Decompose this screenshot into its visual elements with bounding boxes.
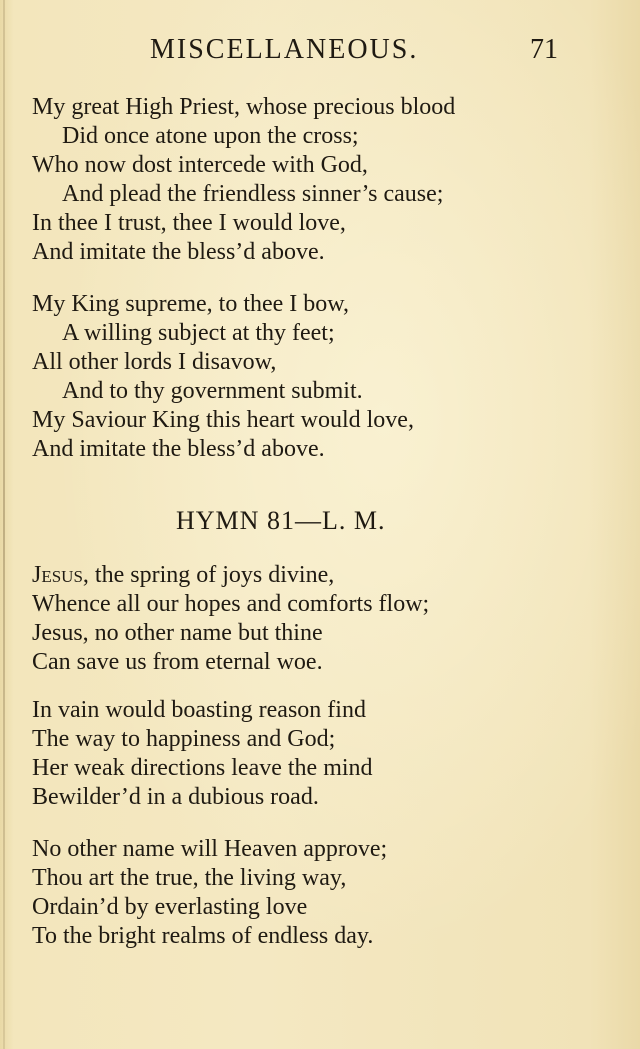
verse-line: Did once atone upon the cross; <box>62 123 359 149</box>
first-word: Jesus <box>32 562 83 588</box>
verse-line: And to thy government submit. <box>62 378 363 404</box>
verse-line: And imitate the bless’d above. <box>32 436 325 462</box>
verse-line: No other name will Heaven approve; <box>32 836 388 862</box>
verse-line: Bewilder’d in a dubious road. <box>32 784 319 810</box>
verse-line: The way to happiness and God; <box>32 726 336 752</box>
verse-line: In thee I trust, thee I would love, <box>32 210 346 236</box>
page-header <box>0 32 640 72</box>
verse-line: My Saviour King this heart would love, <box>32 407 414 433</box>
verse-line: Ordain’d by everlasting love <box>32 894 308 920</box>
verse-line: Whence all our hopes and comforts flow; <box>32 591 430 617</box>
verse-line: Her weak directions leave the mind <box>32 755 373 781</box>
verse-line: A willing subject at thy feet; <box>62 320 335 346</box>
verse-line: Thou art the true, the living way, <box>32 865 347 891</box>
first-line-rest: , the spring of joys divine, <box>82 562 335 588</box>
verse-line: And imitate the bless’d above. <box>32 239 325 265</box>
verse-line: Who now dost intercede with God, <box>32 152 368 178</box>
running-title: MISCELLANEOUS. <box>150 34 419 65</box>
hymn-title: HYMN 81—L. M. <box>176 506 386 535</box>
page-gutter <box>3 0 5 1049</box>
verse-line <box>32 561 334 590</box>
verse-line: And plead the friendless sinner’s cause; <box>62 181 444 207</box>
verse-line: All other lords I disavow, <box>32 349 277 375</box>
verse-line: In vain would boasting reason find <box>32 697 366 723</box>
verse-line: Jesus, no other name but thine <box>32 620 323 646</box>
verse-line: Can save us from eternal woe. <box>32 649 323 675</box>
verse-line: My King supreme, to thee I bow, <box>32 291 350 317</box>
page-number: 71 <box>530 34 558 65</box>
verse-line: My great High Priest, whose precious blood <box>32 94 456 120</box>
verse-line: To the bright realms of endless day. <box>32 923 374 949</box>
